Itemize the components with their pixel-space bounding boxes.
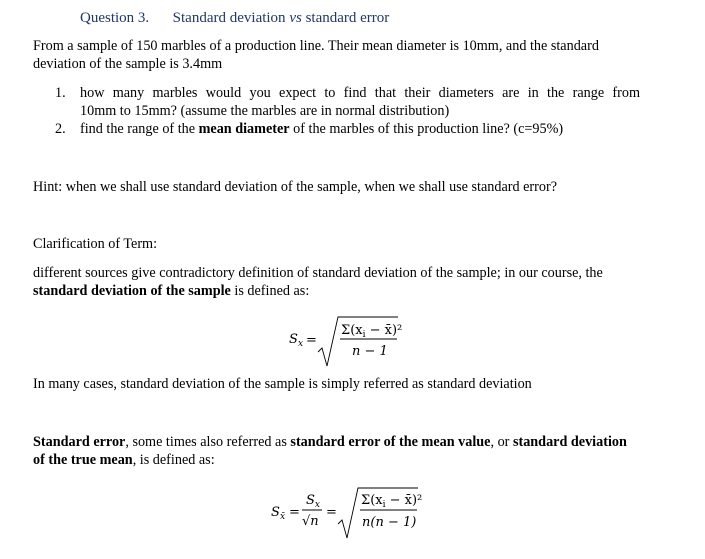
list-item-text-post: of the marbles of this production line? (c=95%)	[289, 121, 564, 137]
formula1-lhs: S	[289, 332, 298, 347]
intro-line-1: From a sample of 150 marbles of a production line. Their mean diameter is 10mm, and the standard	[33, 38, 599, 54]
formula2-numerator: $\Sigma(x_i$ − x̄)²	[361, 493, 423, 510]
question-title-vs: vs	[289, 10, 302, 26]
definition-post: is defined as:	[230, 283, 310, 299]
std-error-bold-2: standard error of the mean value	[290, 434, 491, 450]
formula-standard-error	[265, 478, 435, 542]
list-item-line-1: how many marbles would you expect to find that their diameters are in the range from	[80, 85, 640, 101]
list-item-number: 2.	[55, 121, 66, 137]
list-item-text-bold: mean diameter	[198, 121, 290, 137]
hint-text: Hint: when we shall use standard deviation of the sample, when we shall use standard error?	[33, 179, 557, 195]
formula1-equals: =	[306, 333, 317, 348]
formula2-frac-den: √n	[302, 514, 319, 529]
std-error-post: , is defined as:	[132, 452, 215, 468]
formula1-denominator: n − 1	[352, 344, 388, 359]
intro-line-2: deviation of the sample is 3.4mm	[33, 56, 223, 72]
std-error-line-1	[33, 433, 693, 451]
list-item-number: 1.	[55, 85, 66, 101]
formula2-equals-2: =	[326, 505, 337, 520]
formula1-lhs-sub: x	[298, 339, 304, 349]
question-number: Question 3.	[80, 10, 150, 26]
formula-sample-std-dev	[280, 308, 420, 368]
list-item	[55, 84, 655, 120]
std-error-bold-4: of the true mean	[33, 452, 133, 468]
std-error-bold-1: Standard error	[33, 434, 126, 450]
clarification-title: Clarification of Term:	[33, 236, 158, 252]
definition-line-2	[33, 282, 673, 300]
formula2-lhs-sub: x̄	[280, 512, 286, 522]
list-item-line-2: 10mm to 15mm? (assume the marbles are in normal distribution)	[80, 103, 450, 119]
definition-line-1: different sources give contradictory definition of standard deviation of the sample; in our course, the	[33, 265, 603, 281]
list-item	[55, 120, 655, 138]
question-title-a: Standard deviation	[172, 10, 286, 26]
question-title-b: standard error	[305, 10, 390, 26]
question-heading	[80, 9, 389, 27]
definition-bold: standard deviation of the sample	[33, 283, 231, 299]
list-item-text-pre: find the range of the	[80, 121, 199, 137]
std-error-line-2	[33, 451, 673, 469]
note-text: In many cases, standard deviation of the sample is simply referred as standard deviation	[33, 376, 532, 392]
std-error-mid-2: , or	[490, 434, 513, 450]
list-item-text	[80, 120, 640, 138]
formula2-lhs: S	[271, 505, 280, 520]
formula2-denominator: n(n − 1)	[362, 515, 417, 530]
std-error-bold-3: standard deviation	[512, 434, 627, 450]
formula2-frac-num: $S_x$	[306, 493, 320, 510]
formula1-numerator: $\Sigma(x_i$ − x̄)²	[341, 323, 403, 340]
formula2-equals-1: =	[289, 505, 300, 520]
std-error-mid-1: , some times also referred as	[125, 434, 291, 450]
